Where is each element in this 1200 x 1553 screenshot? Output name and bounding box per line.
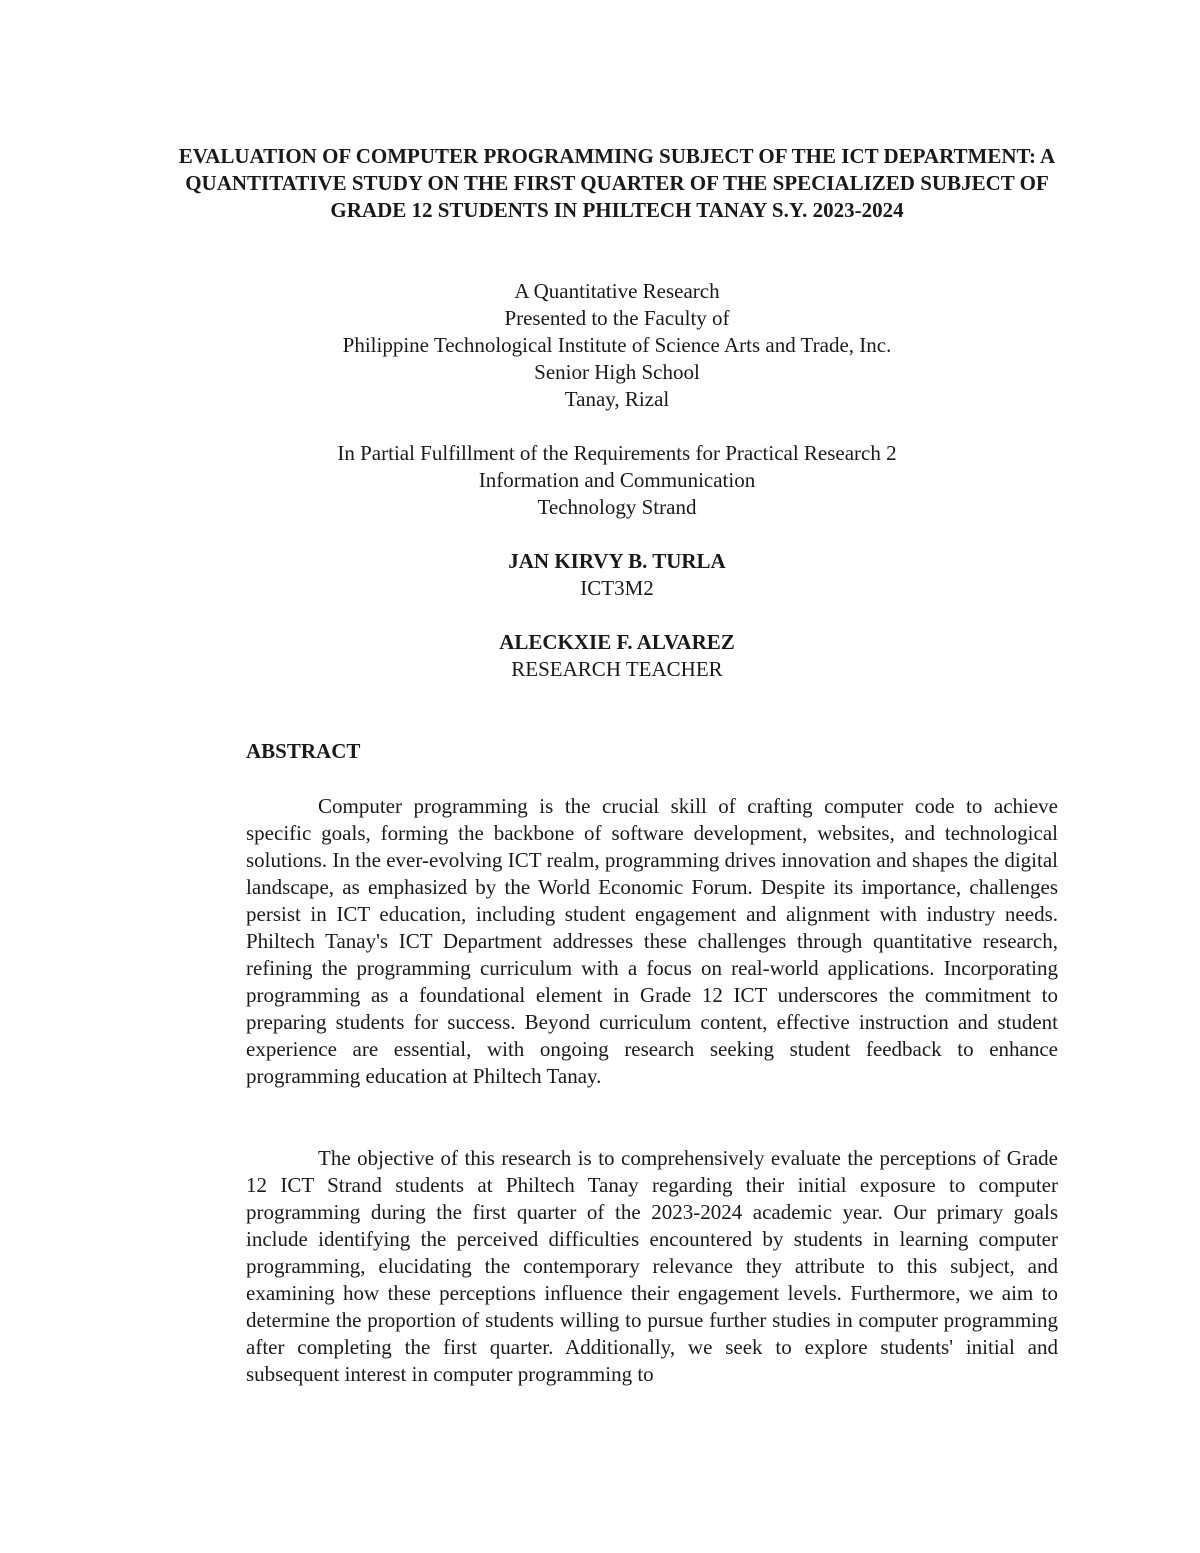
strand-line-2: Technology Strand bbox=[537, 495, 697, 519]
author-name: JAN KIRVY B. TURLA bbox=[508, 549, 726, 573]
teacher-name: ALECKXIE F. ALVAREZ bbox=[499, 630, 735, 654]
research-type: A Quantitative Research bbox=[514, 279, 720, 303]
fulfillment-line: In Partial Fulfillment of the Requirements for Practical Research 2 bbox=[337, 441, 897, 465]
institution-name: Philippine Technological Institute of Science Arts and Trade, Inc. bbox=[342, 333, 892, 357]
author-block bbox=[150, 548, 1084, 602]
paper-title: EVALUATION OF COMPUTER PROGRAMMING SUBJECT OF THE ICT DEPARTMENT: A QUANTITATIVE STUDY ON THE FIRST QUARTER OF THE SPECIALIZED SUBJECT OF GRADE 12 STUDENTS IN PHILTECH TANAY S.Y. 2023-2024 bbox=[178, 144, 1056, 222]
teacher-role: RESEARCH TEACHER bbox=[511, 657, 723, 681]
teacher-block bbox=[150, 629, 1084, 683]
presented-to: Presented to the Faculty of bbox=[504, 306, 730, 330]
abstract-paragraph-1: Computer programming is the crucial skill of crafting computer code to achieve specific goals, forming the backbone of software development, websites, and technological solutions. In the ever-evolving ICT realm, programming drives innovation and shapes the digital landscape, as emphasized by the World Economic Forum. Despite its importance, challenges persist in ICT education, including student engagement and alignment with industry needs. Philtech Tanay's ICT Department addresses these challenges through quantitative research, refining the programming curriculum with a focus on real-world applications. Incorporating programming as a foundational element in Grade 12 ICT underscores the commitment to preparing students for success. Beyond curriculum content, effective instruction and student experience are essential, with ongoing research seeking student feedback to enhance programming education at Philtech Tanay. bbox=[246, 794, 1058, 1088]
abstract-paragraph-2: The objective of this research is to comprehensively evaluate the perceptions of Grade 12 ICT Strand students at Philtech Tanay regarding their initial exposure to computer programming during the first quarter of the 2023-2024 academic year. Our primary goals include identifying the perceived difficulties encountered by students in learning computer programming, elucidating the contemporary relevance they attribute to this subject, and examining how these perceptions influence their engagement levels. Furthermore, we aim to determine the proportion of students willing to pursue further studies in computer programming after completing the first quarter. Additionally, we seek to explore students' initial and subsequent interest in computer programming to bbox=[246, 1146, 1058, 1386]
author-section: ICT3M2 bbox=[580, 576, 654, 600]
strand-line-1: Information and Communication bbox=[478, 468, 756, 492]
presentation-block bbox=[150, 278, 1084, 413]
abstract-heading: ABSTRACT bbox=[246, 739, 361, 763]
fulfillment-block bbox=[150, 440, 1084, 521]
school-level: Senior High School bbox=[534, 360, 700, 384]
school-location: Tanay, Rizal bbox=[564, 387, 670, 411]
